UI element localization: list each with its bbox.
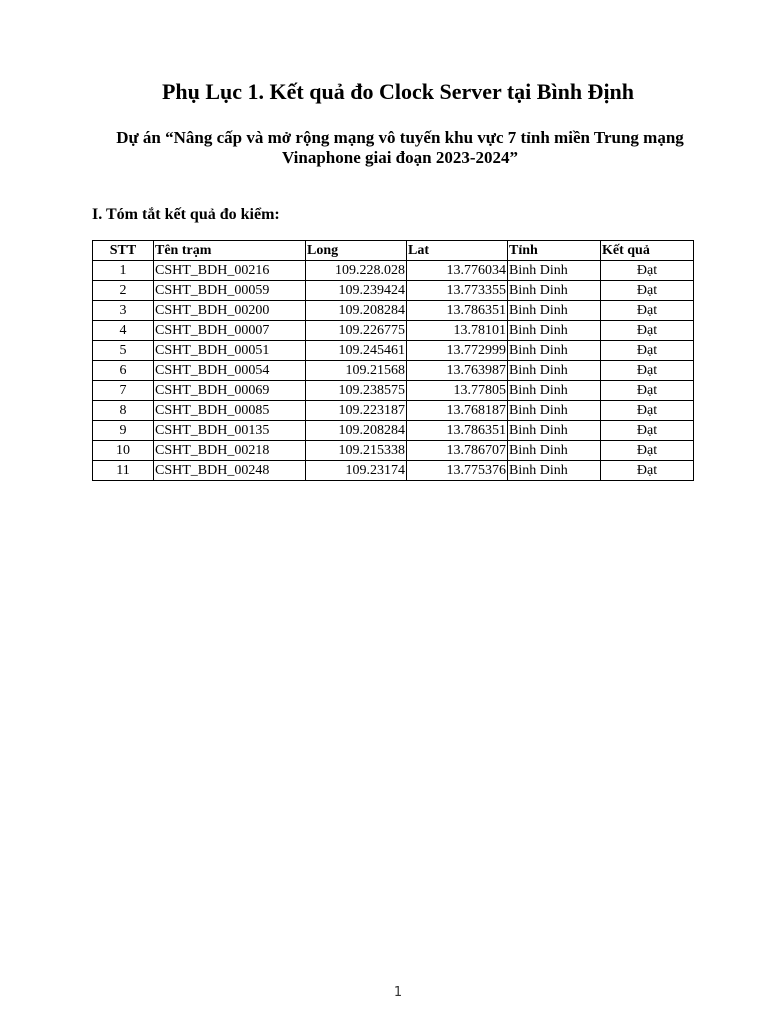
page-title: Phụ Lục 1. Kết quả đo Clock Server tại Bình Định bbox=[161, 79, 635, 104]
header-station-name: Tên trạm bbox=[154, 241, 306, 261]
cell-stt: 1 bbox=[93, 261, 154, 281]
cell-station-name: CSHT_BDH_00007 bbox=[154, 321, 306, 341]
table-body bbox=[93, 261, 694, 481]
cell-latitude: 13.773355 bbox=[407, 281, 508, 301]
cell-province: Binh Dinh bbox=[508, 461, 601, 481]
cell-province: Binh Dinh bbox=[508, 321, 601, 341]
cell-result: Đạt bbox=[601, 321, 694, 341]
cell-longitude: 109.21568 bbox=[306, 361, 407, 381]
cell-stt: 6 bbox=[93, 361, 154, 381]
table-row bbox=[93, 381, 694, 401]
cell-station-name: CSHT_BDH_00059 bbox=[154, 281, 306, 301]
header-province: Tỉnh bbox=[508, 241, 601, 261]
cell-province: Binh Dinh bbox=[508, 301, 601, 321]
cell-province: Binh Dinh bbox=[508, 441, 601, 461]
cell-stt: 2 bbox=[93, 281, 154, 301]
cell-latitude: 13.786351 bbox=[407, 301, 508, 321]
cell-stt: 11 bbox=[93, 461, 154, 481]
table-row bbox=[93, 341, 694, 361]
cell-latitude: 13.775376 bbox=[407, 461, 508, 481]
table-row bbox=[93, 421, 694, 441]
cell-province: Binh Dinh bbox=[508, 421, 601, 441]
cell-result: Đạt bbox=[601, 401, 694, 421]
cell-result: Đạt bbox=[601, 341, 694, 361]
cell-province: Binh Dinh bbox=[508, 341, 601, 361]
cell-station-name: CSHT_BDH_00248 bbox=[154, 461, 306, 481]
cell-province: Binh Dinh bbox=[508, 401, 601, 421]
header-result: Kết quả bbox=[601, 241, 694, 261]
cell-latitude: 13.763987 bbox=[407, 361, 508, 381]
cell-stt: 3 bbox=[93, 301, 154, 321]
header-latitude: Lat bbox=[407, 241, 508, 261]
cell-stt: 8 bbox=[93, 401, 154, 421]
cell-longitude: 109.208284 bbox=[306, 421, 407, 441]
cell-station-name: CSHT_BDH_00135 bbox=[154, 421, 306, 441]
table-row bbox=[93, 401, 694, 421]
table-row bbox=[93, 261, 694, 281]
cell-result: Đạt bbox=[601, 441, 694, 461]
cell-stt: 5 bbox=[93, 341, 154, 361]
cell-longitude: 109.228.028 bbox=[306, 261, 407, 281]
cell-station-name: CSHT_BDH_00216 bbox=[154, 261, 306, 281]
cell-latitude: 13.77805 bbox=[407, 381, 508, 401]
cell-longitude: 109.238575 bbox=[306, 381, 407, 401]
table-row bbox=[93, 321, 694, 341]
section-heading: I. Tóm tắt kết quả đo kiểm: bbox=[92, 206, 280, 223]
table-row bbox=[93, 361, 694, 381]
cell-stt: 4 bbox=[93, 321, 154, 341]
header-longitude: Long bbox=[306, 241, 407, 261]
cell-latitude: 13.78101 bbox=[407, 321, 508, 341]
table-row bbox=[93, 281, 694, 301]
cell-latitude: 13.772999 bbox=[407, 341, 508, 361]
cell-station-name: CSHT_BDH_00069 bbox=[154, 381, 306, 401]
cell-result: Đạt bbox=[601, 261, 694, 281]
cell-province: Binh Dinh bbox=[508, 281, 601, 301]
results-table bbox=[92, 240, 694, 481]
cell-province: Binh Dinh bbox=[508, 361, 601, 381]
cell-result: Đạt bbox=[601, 381, 694, 401]
cell-latitude: 13.786707 bbox=[407, 441, 508, 461]
cell-province: Binh Dinh bbox=[508, 261, 601, 281]
cell-result: Đạt bbox=[601, 281, 694, 301]
cell-station-name: CSHT_BDH_00218 bbox=[154, 441, 306, 461]
project-subtitle-line-1: Dự án “Nâng cấp và mở rộng mạng vô tuyến khu vực 7 tỉnh miền Trung mạng bbox=[116, 128, 684, 147]
cell-station-name: CSHT_BDH_00051 bbox=[154, 341, 306, 361]
cell-longitude: 109.245461 bbox=[306, 341, 407, 361]
cell-station-name: CSHT_BDH_00085 bbox=[154, 401, 306, 421]
cell-result: Đạt bbox=[601, 421, 694, 441]
cell-latitude: 13.786351 bbox=[407, 421, 508, 441]
cell-station-name: CSHT_BDH_00054 bbox=[154, 361, 306, 381]
project-subtitle-line-2: Vinaphone giai đoạn 2023-2024” bbox=[282, 148, 518, 167]
cell-stt: 9 bbox=[93, 421, 154, 441]
cell-latitude: 13.768187 bbox=[407, 401, 508, 421]
table-header-row bbox=[93, 241, 694, 261]
cell-longitude: 109.223187 bbox=[306, 401, 407, 421]
table-row bbox=[93, 461, 694, 481]
header-stt: STT bbox=[93, 241, 154, 261]
cell-result: Đạt bbox=[601, 461, 694, 481]
page-number: 1 bbox=[393, 985, 403, 1000]
cell-stt: 10 bbox=[93, 441, 154, 461]
cell-stt: 7 bbox=[93, 381, 154, 401]
cell-result: Đạt bbox=[601, 301, 694, 321]
table-row bbox=[93, 301, 694, 321]
table-row bbox=[93, 441, 694, 461]
cell-longitude: 109.226775 bbox=[306, 321, 407, 341]
cell-result: Đạt bbox=[601, 361, 694, 381]
cell-station-name: CSHT_BDH_00200 bbox=[154, 301, 306, 321]
cell-latitude: 13.776034 bbox=[407, 261, 508, 281]
cell-longitude: 109.23174 bbox=[306, 461, 407, 481]
project-subtitle bbox=[60, 128, 740, 168]
cell-province: Binh Dinh bbox=[508, 381, 601, 401]
cell-longitude: 109.208284 bbox=[306, 301, 407, 321]
cell-longitude: 109.239424 bbox=[306, 281, 407, 301]
cell-longitude: 109.215338 bbox=[306, 441, 407, 461]
